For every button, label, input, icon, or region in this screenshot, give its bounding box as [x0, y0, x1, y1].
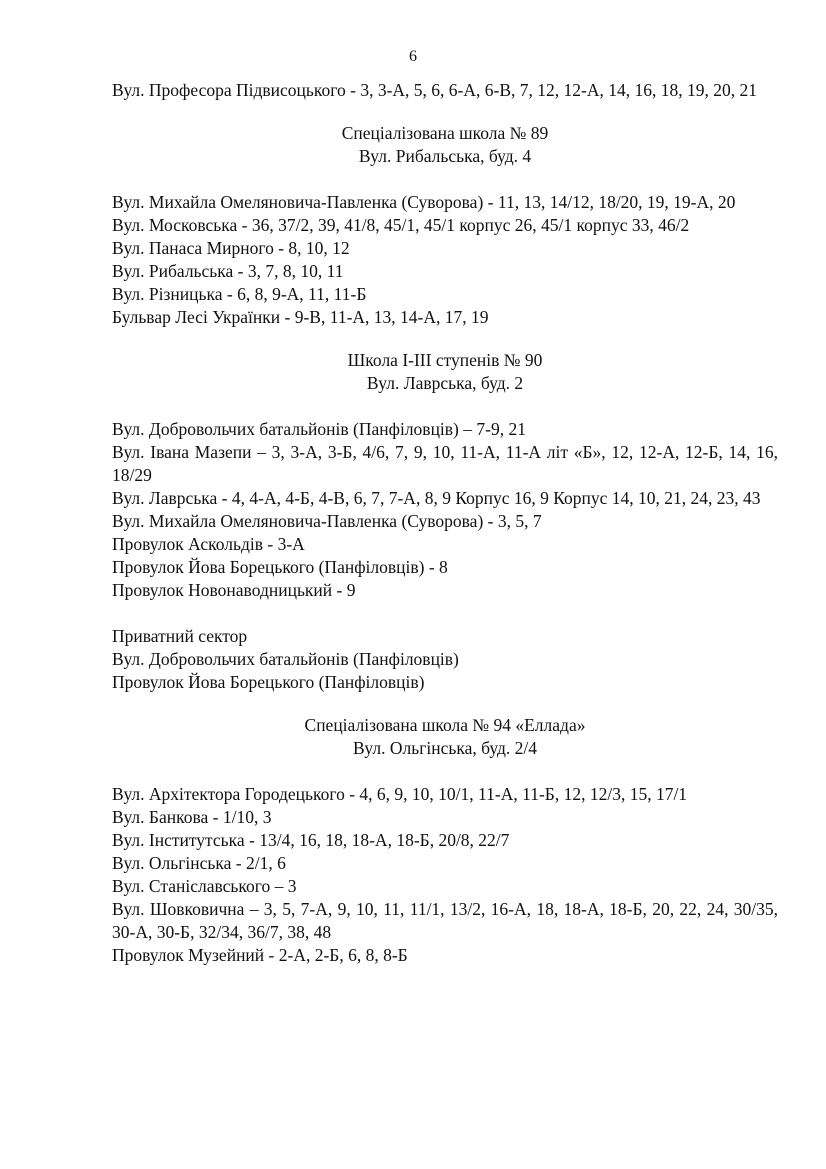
street-line: Бульвар Лесі Українки - 9-В, 11-А, 13, 14-А, 17, 19	[112, 307, 489, 327]
school-heading	[112, 122, 778, 168]
street-line: Вул. Шовковична – 3, 5, 7-А, 9, 10, 11, 11/1, 13/2, 16-А, 18, 18-А, 18-Б, 20, 22, 24, 30/35, 30-А, 30-Б, 32/34, 36/7, 38, 48	[112, 899, 778, 942]
school-name: Школа І-ІІІ ступенів № 90	[347, 350, 543, 370]
school-section-89	[112, 122, 778, 329]
street-line: Вул. Добровольчих батальйонів (Панфіловців) – 7-9, 21	[112, 419, 526, 439]
school-name: Спеціалізована школа № 94 «Еллада»	[304, 715, 586, 735]
spacer	[112, 602, 778, 625]
private-sector-label: Приватний сектор	[112, 626, 248, 646]
school-name: Спеціалізована школа № 89	[341, 123, 549, 143]
school-heading	[112, 349, 778, 395]
school-address: Вул. Лаврська, буд. 2	[366, 373, 524, 393]
street-line: Провулок Аскольдів - 3-А	[112, 534, 305, 554]
street-line: Вул. Михайла Омеляновича-Павленка (Суворова) - 11, 13, 14/12, 18/20, 19, 19-А, 20	[112, 192, 736, 212]
school-section-94	[112, 714, 778, 967]
page-number: 6	[409, 48, 417, 65]
street-line: Вул. Інститутська - 13/4, 16, 18, 18-А, 18-Б, 20/8, 22/7	[112, 830, 510, 850]
street-line: Вул. Банкова - 1/10, 3	[112, 807, 272, 827]
street-line: Вул. Лаврська - 4, 4-А, 4-Б, 4-В, 6, 7, 7-А, 8, 9 Корпус 16, 9 Корпус 14, 10, 21, 24, 23, 43	[112, 488, 761, 508]
street-line: Провулок Йова Борецького (Панфіловців) - 8	[112, 557, 448, 577]
street-line: Вул. Михайла Омеляновича-Павленка (Суворова) - 3, 5, 7	[112, 511, 542, 531]
school-section-90	[112, 349, 778, 694]
street-line: Вул. Панаса Мирного - 8, 10, 12	[112, 238, 350, 258]
street-line: Вул. Професора Підвисоцького - 3, 3-А, 5, 6, 6-А, 6-В, 7, 12, 12-А, 14, 16, 18, 19, 20, 21	[112, 80, 757, 100]
street-line: Вул. Рибальська - 3, 7, 8, 10, 11	[112, 261, 344, 281]
street-line: Вул. Станіславського – 3	[112, 876, 297, 896]
street-line: Вул. Московська - 36, 37/2, 39, 41/8, 45/1, 45/1 корпус 26, 45/1 корпус 33, 46/2	[112, 215, 690, 235]
street-line: Вул. Добровольчих батальйонів (Панфіловців)	[112, 649, 459, 669]
school-address: Вул. Ольгінська, буд. 2/4	[352, 738, 538, 758]
street-line: Провулок Музейний - 2-А, 2-Б, 6, 8, 8-Б	[112, 945, 408, 965]
street-line: Вул. Різницька - 6, 8, 9-А, 11, 11-Б	[112, 284, 367, 304]
street-line: Провулок Йова Борецького (Панфіловців)	[112, 672, 425, 692]
street-line: Вул. Ольгінська - 2/1, 6	[112, 853, 286, 873]
school-heading	[112, 714, 778, 760]
document-body	[112, 79, 778, 967]
street-line: Вул. Архітектора Городецького - 4, 6, 9, 10, 10/1, 11-А, 11-Б, 12, 12/3, 15, 17/1	[112, 784, 688, 804]
street-line: Вул. Івана Мазепи – 3, 3-А, 3-Б, 4/6, 7, 9, 10, 11-А, 11-А літ «Б», 12, 12-А, 12-Б, 14, 16, 18/29	[112, 442, 778, 485]
street-line: Провулок Новонаводницький - 9	[112, 580, 356, 600]
school-address: Вул. Рибальська, буд. 4	[358, 146, 532, 166]
